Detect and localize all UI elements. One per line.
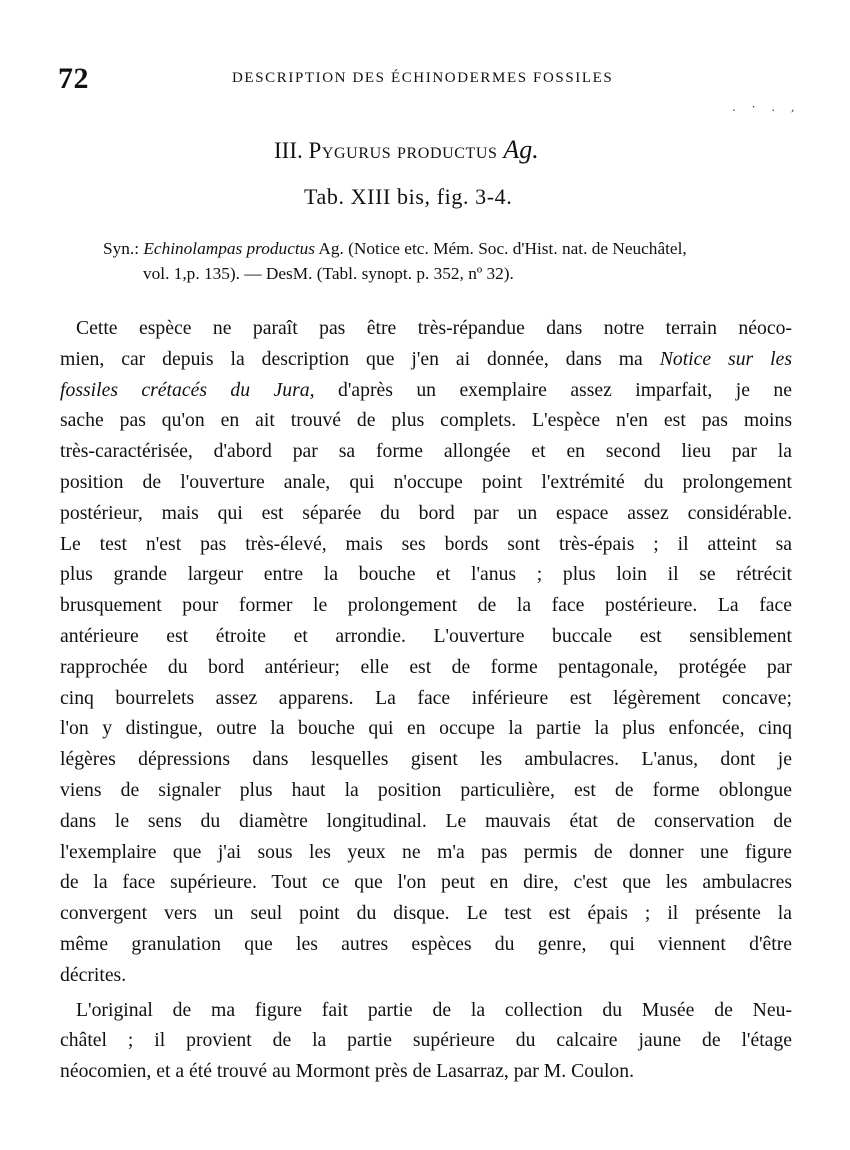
text-line: l'on y distingue, outre la bouche qui en occupe la partie la plus enfoncée, cinq [60, 717, 792, 740]
text-line [60, 375, 792, 406]
text-line: l'exemplaire que j'ai sous les yeux ne m'a pas permis de donner une figure [60, 840, 792, 863]
synonym-name: Echinolampas productus [143, 239, 316, 258]
text-line: très-caractérisée, d'abord par sa forme allongée et en second lieu par la [60, 440, 792, 463]
species-author: Ag. [503, 135, 539, 164]
text-line: convergent vers un seul point du disque. Le test est épais ; il présente la [60, 902, 792, 925]
print-specks: . · . , [732, 100, 801, 114]
text-line: néocomien, et a été trouvé au Mormont près de Lasarraz, par M. Coulon. [60, 1060, 635, 1083]
synonymy-line-1 [103, 236, 793, 261]
section-numeral: III. [274, 138, 303, 163]
text-line: de la face supérieure. Tout ce que l'on peut en dire, c'est que les ambulacres [60, 871, 792, 894]
text-line: légères dépressions dans lesquelles gisent les ambulacres. L'anus, dont je [60, 748, 792, 771]
synonymy-block [103, 236, 793, 286]
text-run: d'après un exemplaire assez imparfait, je ne [314, 378, 792, 401]
text-line: châtel ; il provient de la partie supérieure du calcaire jaune de l'étage [60, 1029, 792, 1052]
species-name: productus [397, 138, 498, 163]
text-line: dans le sens du diamètre longitudinal. Le mauvais état de conservation de [60, 809, 792, 832]
plate-reference: Tab. XIII bis, fig. 3-4. [304, 184, 513, 209]
running-head: DESCRIPTION DES ÉCHINODERMES FOSSILES [232, 70, 614, 86]
text-line: cinq bourrelets assez apparens. La face inférieure est légèrement concave; [60, 686, 792, 709]
text-run: mien, car depuis la description que j'en ai donnée, dans ma [60, 347, 660, 370]
text-line: plus grande largeur entre la bouche et l'anus ; plus loin il se rétrécit [60, 563, 792, 586]
text-line: antérieure est étroite et arrondie. L'ouverture buccale est sensiblement [60, 624, 792, 647]
text-line: Le test n'est pas très-élevé, mais ses bords sont très-épais ; il atteint sa [60, 532, 792, 555]
cited-work-title: fossiles crétacés du Jura, [60, 378, 315, 401]
text-line: position de l'ouverture anale, qui n'occupe point l'extrémité du prolongement [60, 470, 792, 493]
text-line: viens de signaler plus haut la position particulière, est de forme oblongue [60, 778, 792, 801]
genus-name: Pygurus [308, 138, 392, 163]
paragraph-provenance [60, 995, 792, 1087]
text-line: brusquement pour former le prolongement de la face postérieure. La face [60, 594, 792, 617]
cited-work-title: Notice sur les [659, 347, 792, 370]
text-line: décrites. [60, 963, 127, 986]
body-text [60, 313, 792, 1087]
text-line: rapprochée du bord antérieur; elle est de forme pentagonale, protégée par [60, 655, 792, 678]
section-title [274, 135, 539, 165]
text-line: sache pas qu'on en ait trouvé de plus complets. L'espèce n'en est pas moins [60, 409, 792, 432]
page-number: 72 [58, 62, 89, 95]
synonymy-citation-1: Ag. (Notice etc. Mém. Soc. d'Hist. nat. de Neuchâtel, [315, 239, 687, 258]
text-line: postérieur, mais qui est séparée du bord par un espace assez considérable. [60, 501, 792, 524]
text-line: Cette espèce ne paraît pas être très-répandue dans notre terrain néoco- [76, 317, 792, 339]
synonymy-line-2: vol. 1,p. 135). — DesM. (Tabl. synopt. p. 352, nº 32). [143, 264, 514, 283]
synonymy-prefix: Syn.: [103, 239, 144, 258]
text-line [60, 344, 792, 375]
text-line: L'original de ma figure fait partie de la collection du Musée de Neu- [76, 998, 792, 1021]
text-line: même granulation que les autres espèces du genre, qui viennent d'être [60, 932, 792, 955]
paragraph-description [60, 313, 792, 991]
